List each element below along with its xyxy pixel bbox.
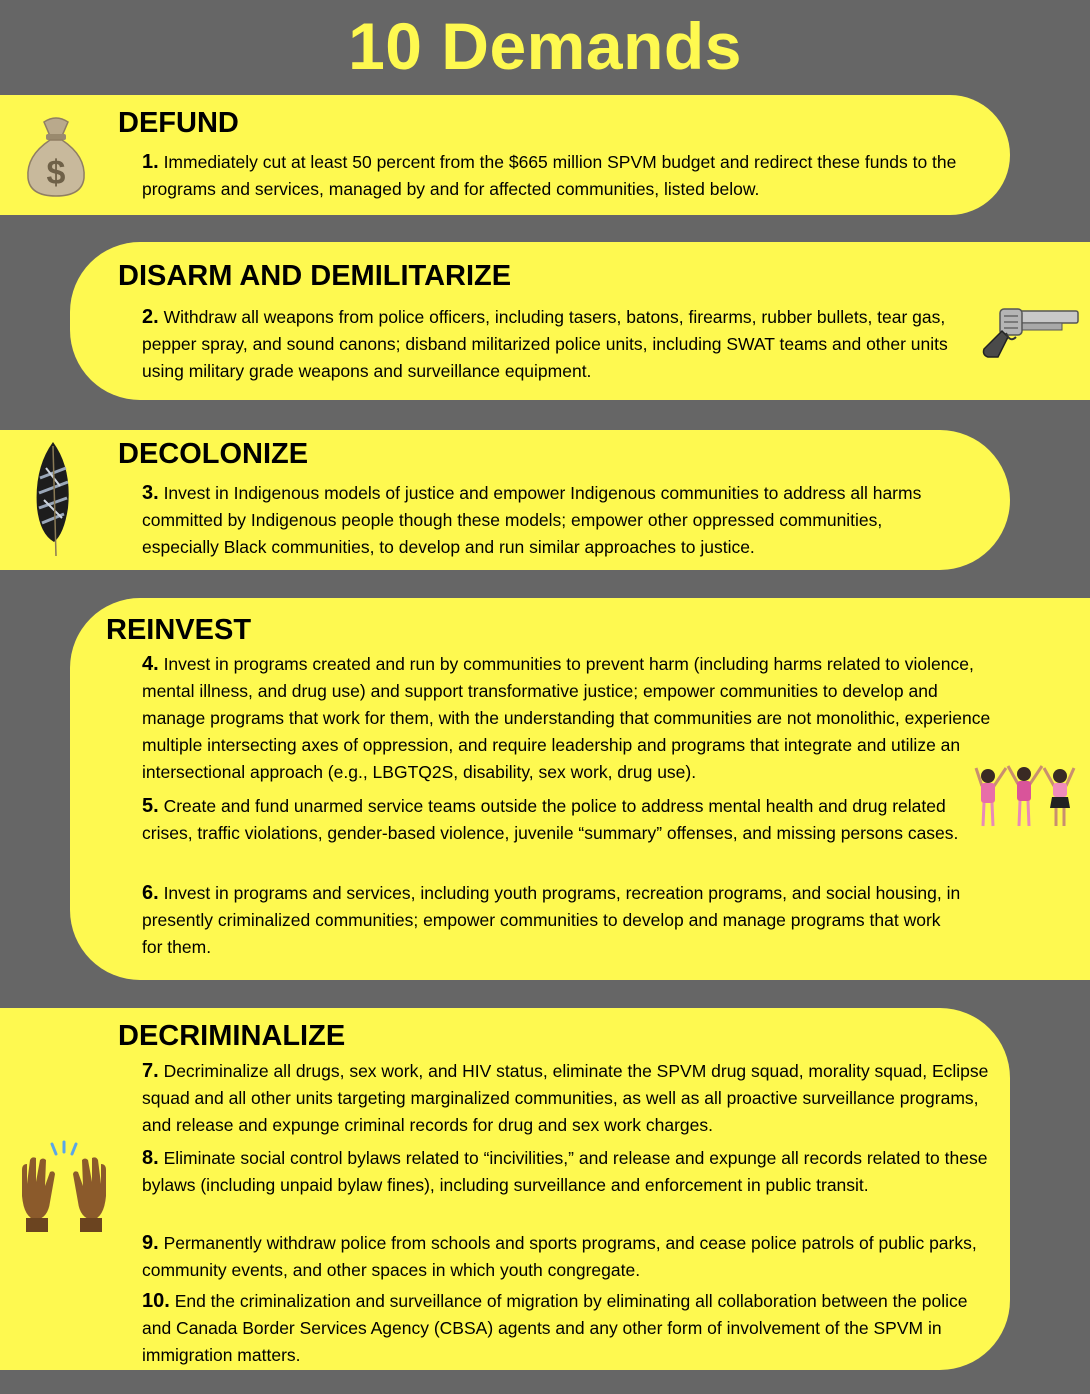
demand-5: [142, 793, 962, 847]
revolver-icon: [976, 303, 1080, 359]
demand-7: [142, 1058, 992, 1139]
demand-number: 5.: [142, 795, 159, 817]
demand-text: Withdraw all weapons from police officers, including tasers, batons, firearms, rubber bullets, tear gas, pepper spray, and sound canons; disband militarized police units, including SWAT teams and other units using military grade weapons and surveillance equipment.: [142, 307, 948, 381]
demand-9: [142, 1230, 992, 1284]
demand-number: 6.: [142, 882, 159, 904]
heading-decriminalize: DECRIMINALIZE: [118, 1020, 346, 1052]
demand-text: Invest in programs created and run by communities to prevent harm (including harms related to violence, mental illness, and drug use) and support transformative justice; empower communities to develop and manage programs that work for them, with the understanding that communities are not monolithic, experience multiple intersecting axes of oppression, and require leadership and programs that integrate and utilize an intersectional approach (e.g., LBGTQ2S, disability, sex work, drug use).: [142, 654, 991, 782]
demand-number: 2.: [142, 306, 159, 328]
demand-4: [142, 651, 992, 786]
demand-text: Eliminate social control bylaws related to “incivilities,” and release and expunge all records related to these bylaws (including unpaid bylaw fines), including surveillance and enforcement in public transit.: [142, 1148, 988, 1195]
demand-number: 3.: [142, 482, 159, 504]
demand-2: [142, 304, 972, 385]
svg-text:$: $: [46, 154, 66, 192]
demand-1: [142, 149, 982, 203]
demand-text: Immediately cut at least 50 percent from the $665 million SPVM budget and redirect these funds to the programs and services, managed by and for affected communities, listed below.: [142, 152, 957, 199]
money-bag-icon: [22, 112, 90, 198]
demand-text: Invest in programs and services, including youth programs, recreation programs, and social housing, in presently criminalized communities; empower communities to develop and manage programs that work for them.: [142, 883, 961, 957]
demand-number: 8.: [142, 1147, 159, 1169]
demand-6: [142, 880, 962, 961]
demand-text: Decriminalize all drugs, sex work, and HIV status, eliminate the SPVM drug squad, morality squad, Eclipse squad and all other units targeting marginalized communities, as well as all proactive surveillance programs, and release and expunge criminal records for drug and sex work charges.: [142, 1061, 989, 1135]
demand-number: 9.: [142, 1232, 159, 1254]
heading-defund: DEFUND: [118, 107, 239, 139]
people-raising-hands-icon: [968, 762, 1080, 830]
page-title: 10 Demands: [348, 9, 742, 83]
demand-number: 1.: [142, 151, 159, 173]
demand-text: Invest in Indigenous models of justice and empower Indigenous communities to address all harms committed by Indigenous people though these models; empower other oppressed communities, especially Black communities, to develop and run similar approaches to justice.: [142, 483, 922, 557]
demand-text: Permanently withdraw police from schools and sports programs, and cease police patrols of public parks, community events, and other spaces in which youth congregate.: [142, 1233, 977, 1280]
demand-text: Create and fund unarmed service teams outside the police to address mental health and drug related crises, traffic violations, gender-based violence, juvenile “summary” offenses, and missing persons cases.: [142, 796, 959, 843]
heading-decolonize: DECOLONIZE: [118, 438, 309, 470]
demand-number: 7.: [142, 1060, 159, 1082]
demand-3: [142, 480, 952, 561]
demand-text: End the criminalization and surveillance of migration by eliminating all collaboration between the police and Canada Border Services Agency (CBSA) agents and any other form of involvement of the SPVM in immigration matters.: [142, 1291, 968, 1365]
heading-reinvest: REINVEST: [106, 614, 252, 646]
demand-10: [142, 1288, 992, 1369]
heading-disarm: DISARM AND DEMILITARIZE: [118, 260, 512, 292]
demand-8: [142, 1145, 992, 1199]
raised-hands-icon: [14, 1140, 114, 1236]
feather-icon: [30, 438, 76, 560]
demand-number: 10.: [142, 1290, 170, 1312]
demand-number: 4.: [142, 653, 159, 675]
